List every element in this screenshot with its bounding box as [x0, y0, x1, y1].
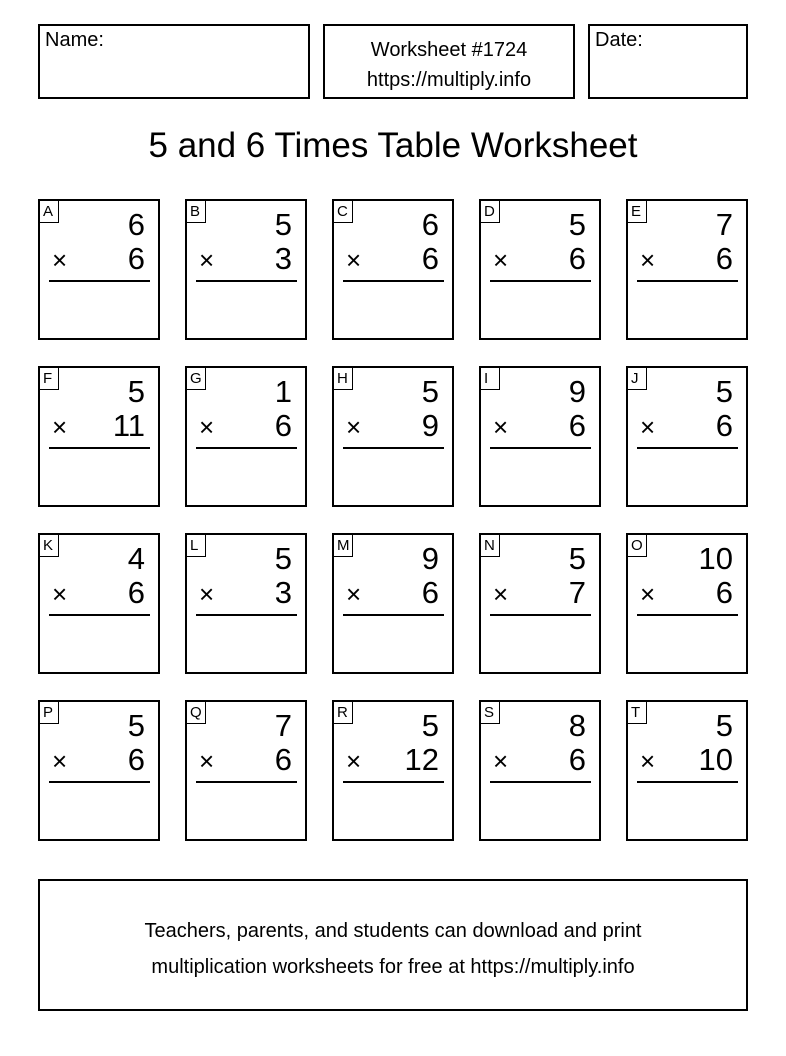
multiplicand: 7: [274, 708, 292, 743]
problem-card[interactable]: [332, 533, 454, 674]
multiplicand: 9: [421, 541, 439, 576]
problem-card[interactable]: [626, 199, 748, 340]
answer-line: [490, 280, 591, 282]
answer-line: [490, 614, 591, 616]
problem-letter: Q: [187, 702, 206, 724]
name-field-box[interactable]: [38, 24, 310, 99]
multiplicand: 7: [715, 207, 733, 242]
multiplicand: 9: [568, 374, 586, 409]
multiplier: 9: [421, 408, 439, 443]
times-sign: ×: [346, 412, 362, 442]
multiplicand: 5: [127, 374, 145, 409]
multiplier: 6: [127, 241, 145, 276]
answer-line: [196, 614, 297, 616]
problem-card[interactable]: [479, 199, 601, 340]
problem-card[interactable]: [626, 366, 748, 507]
multiplicand: 6: [421, 207, 439, 242]
problem-letter: B: [187, 201, 206, 223]
multiplicand: 5: [421, 374, 439, 409]
times-sign: ×: [52, 245, 68, 275]
answer-line: [343, 781, 444, 783]
answer-line: [196, 781, 297, 783]
problem-letter: K: [40, 535, 59, 557]
problem-card[interactable]: [185, 366, 307, 507]
multiplicand: 4: [127, 541, 145, 576]
problem-card[interactable]: [332, 199, 454, 340]
multiplicand: 5: [274, 541, 292, 576]
problem-letter: F: [40, 368, 59, 390]
problem-letter: J: [628, 368, 647, 390]
worksheet-number: Worksheet #1724: [370, 39, 528, 61]
times-sign: ×: [346, 746, 362, 776]
problem-card[interactable]: [38, 199, 160, 340]
problem-letter: P: [40, 702, 59, 724]
answer-line: [343, 280, 444, 282]
name-label: Name:: [45, 29, 104, 51]
problem-letter: C: [334, 201, 353, 223]
problem-letter: A: [40, 201, 59, 223]
multiplier: 12: [404, 742, 439, 777]
multiplier: 6: [127, 575, 145, 610]
problem-card[interactable]: [185, 199, 307, 340]
multiplicand: 8: [568, 708, 586, 743]
multiplier: 6: [715, 575, 733, 610]
multiplicand: 5: [421, 708, 439, 743]
problem-letter: R: [334, 702, 353, 724]
multiplier: 6: [715, 408, 733, 443]
page-title: 5 and 6 Times Table Worksheet: [148, 126, 638, 165]
problem-card[interactable]: [38, 366, 160, 507]
problem-card[interactable]: [332, 366, 454, 507]
multiplier: 6: [274, 408, 292, 443]
problem-letter: G: [187, 368, 206, 390]
times-sign: ×: [493, 412, 509, 442]
multiplier: 3: [274, 575, 292, 610]
footer-line-2: multiplication worksheets for free at https://multiply.info: [151, 956, 635, 978]
problem-letter: L: [187, 535, 206, 557]
multiplicand: 5: [568, 541, 586, 576]
problem-letter: H: [334, 368, 353, 390]
answer-line: [637, 447, 738, 449]
times-sign: ×: [52, 579, 68, 609]
times-sign: ×: [493, 746, 509, 776]
multiplicand: 5: [715, 708, 733, 743]
times-sign: ×: [199, 746, 215, 776]
times-sign: ×: [346, 579, 362, 609]
multiplier: 6: [274, 742, 292, 777]
problem-letter: D: [481, 201, 500, 223]
answer-line: [196, 447, 297, 449]
answer-line: [49, 781, 150, 783]
times-sign: ×: [52, 746, 68, 776]
multiplicand: 5: [274, 207, 292, 242]
answer-line: [343, 447, 444, 449]
times-sign: ×: [640, 579, 656, 609]
multiplier: 7: [568, 575, 586, 610]
problem-card[interactable]: [38, 700, 160, 841]
footer-box: [38, 879, 748, 1011]
answer-line: [490, 781, 591, 783]
answer-line: [637, 280, 738, 282]
answer-line: [343, 614, 444, 616]
multiplier: 6: [127, 742, 145, 777]
problem-letter: N: [481, 535, 500, 557]
problem-card[interactable]: [185, 700, 307, 841]
problem-card[interactable]: [185, 533, 307, 674]
multiplicand: 10: [698, 541, 733, 576]
times-sign: ×: [493, 579, 509, 609]
times-sign: ×: [640, 245, 656, 275]
times-sign: ×: [199, 412, 215, 442]
answer-line: [49, 447, 150, 449]
answer-line: [637, 781, 738, 783]
problem-card[interactable]: [626, 533, 748, 674]
multiplier: 11: [112, 408, 145, 443]
times-sign: ×: [199, 245, 215, 275]
multiplier: 6: [568, 241, 586, 276]
problem-card[interactable]: [479, 700, 601, 841]
times-sign: ×: [346, 245, 362, 275]
multiplicand: 5: [568, 207, 586, 242]
problem-letter: E: [628, 201, 647, 223]
date-label: Date:: [595, 29, 643, 51]
multiplicand: 6: [127, 207, 145, 242]
date-field-box[interactable]: [588, 24, 748, 99]
multiplier: 6: [568, 408, 586, 443]
times-sign: ×: [640, 412, 656, 442]
footer-line-1: Teachers, parents, and students can download and print: [144, 920, 642, 942]
multiplier: 3: [274, 241, 292, 276]
times-sign: ×: [199, 579, 215, 609]
problem-letter: I: [481, 368, 500, 390]
problem-card[interactable]: [479, 533, 601, 674]
problem-letter: S: [481, 702, 500, 724]
answer-line: [49, 280, 150, 282]
multiplicand: 1: [274, 374, 292, 409]
problem-card[interactable]: [332, 700, 454, 841]
multiplicand: 5: [127, 708, 145, 743]
multiplicand: 5: [715, 374, 733, 409]
times-sign: ×: [493, 245, 509, 275]
times-sign: ×: [52, 412, 68, 442]
problem-letter: T: [628, 702, 647, 724]
answer-line: [490, 447, 591, 449]
multiplier: 10: [698, 742, 733, 777]
problem-card[interactable]: [38, 533, 160, 674]
answer-line: [637, 614, 738, 616]
problem-letter: O: [628, 535, 647, 557]
problem-card[interactable]: [626, 700, 748, 841]
multiplier: 6: [421, 241, 439, 276]
answer-line: [49, 614, 150, 616]
problem-letter: M: [334, 535, 353, 557]
problem-card[interactable]: [479, 366, 601, 507]
worksheet-url: https://multiply.info: [366, 69, 532, 91]
answer-line: [196, 280, 297, 282]
multiplier: 6: [421, 575, 439, 610]
worksheet-info-box: [323, 24, 575, 99]
times-sign: ×: [640, 746, 656, 776]
multiplier: 6: [568, 742, 586, 777]
multiplier: 6: [715, 241, 733, 276]
